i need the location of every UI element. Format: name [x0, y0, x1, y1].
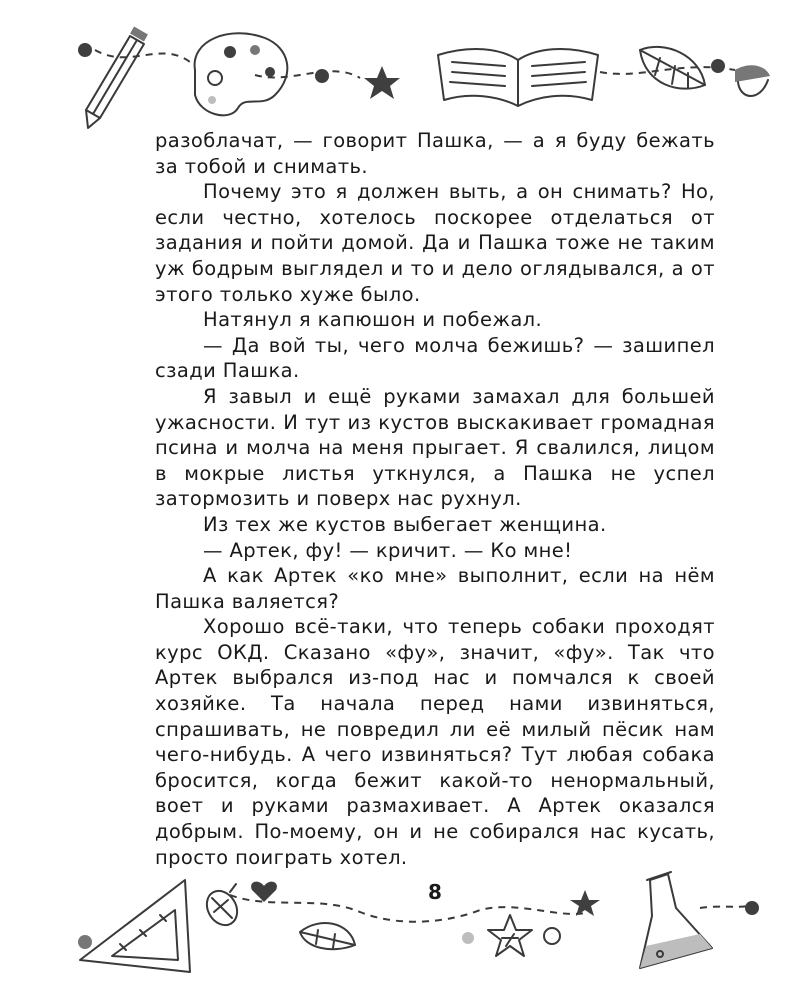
- paragraph: Натянул я капюшон и побежал.: [203, 308, 543, 332]
- paragraph: — Да вой ты, чего молча бежишь? — зашипел сзади Пашка.: [155, 333, 715, 383]
- paragraph: Я завыл и ещё руками замахал для большей ужасности. И тут из кустов выскакивает громадная псина и молча на меня прыгает. Я свалился, лицом в мокрые листья уткнулся, а Пашка не успел затормозить и поверх нас рухнул.: [155, 384, 715, 511]
- palette-icon: [195, 33, 288, 115]
- dot-icon: [462, 932, 474, 944]
- paragraph: — Артек, фу! — кричит. — Ко мне!: [203, 538, 573, 562]
- pinecone-icon: [201, 884, 243, 931]
- leaf-icon: [300, 923, 355, 949]
- star-icon: [570, 890, 600, 916]
- paragraph: А как Артек «ко мне» выполнит, если на нём Пашка валяется?: [155, 564, 715, 613]
- paragraph: Почему это я должен выть, а он снимать? Но, если честно, хотелось поскорее отделаться от задания и пойти домой. Да и Пашка тоже не таким уж бодрым выглядел и то и дело оглядывался, а от этого только хуже было.: [155, 180, 715, 306]
- set-square-icon: [80, 880, 190, 972]
- paragraph: разоблачат, — говорит Пашка, — а я буду бежать за тобой и снимать.: [155, 129, 715, 178]
- page-number: 8: [428, 880, 442, 904]
- dot-icon: [78, 43, 92, 57]
- dot-icon: [711, 59, 725, 73]
- paragraph: Из тех же кустов выбегает женщина.: [203, 512, 607, 536]
- pencil-icon: [86, 27, 148, 128]
- body-text: [155, 128, 715, 870]
- open-book-icon: [438, 49, 598, 106]
- top-decoration: [0, 0, 800, 140]
- dot-icon: [315, 69, 329, 83]
- star-icon: [364, 66, 400, 99]
- acorn-icon: [735, 65, 770, 96]
- star-icon: [488, 915, 532, 956]
- dot-icon: [78, 935, 92, 949]
- paragraph: Хорошо всё-таки, что теперь собаки проходят курс ОКД. Сказано «фу», значит, «фу». Так что Артек выбрался из-под нас и помчался к своей хозяйке. Та начала перед нами извиняться, спрашивать, не повредил ли её милый пёсик нам чего-нибудь. А чего извиняться? Тут любая собака бросится, когда бежит какой-то ненормальный, воет и руками размахивает. А Артек оказался добрым. По-моему, он и не собирался нас кусать, просто поиграть хотел.: [155, 615, 715, 869]
- dot-icon: [544, 928, 560, 944]
- dot-icon: [745, 901, 759, 915]
- bottom-decoration: [0, 850, 800, 1000]
- heart-icon: [251, 882, 277, 902]
- flask-icon: [640, 872, 712, 968]
